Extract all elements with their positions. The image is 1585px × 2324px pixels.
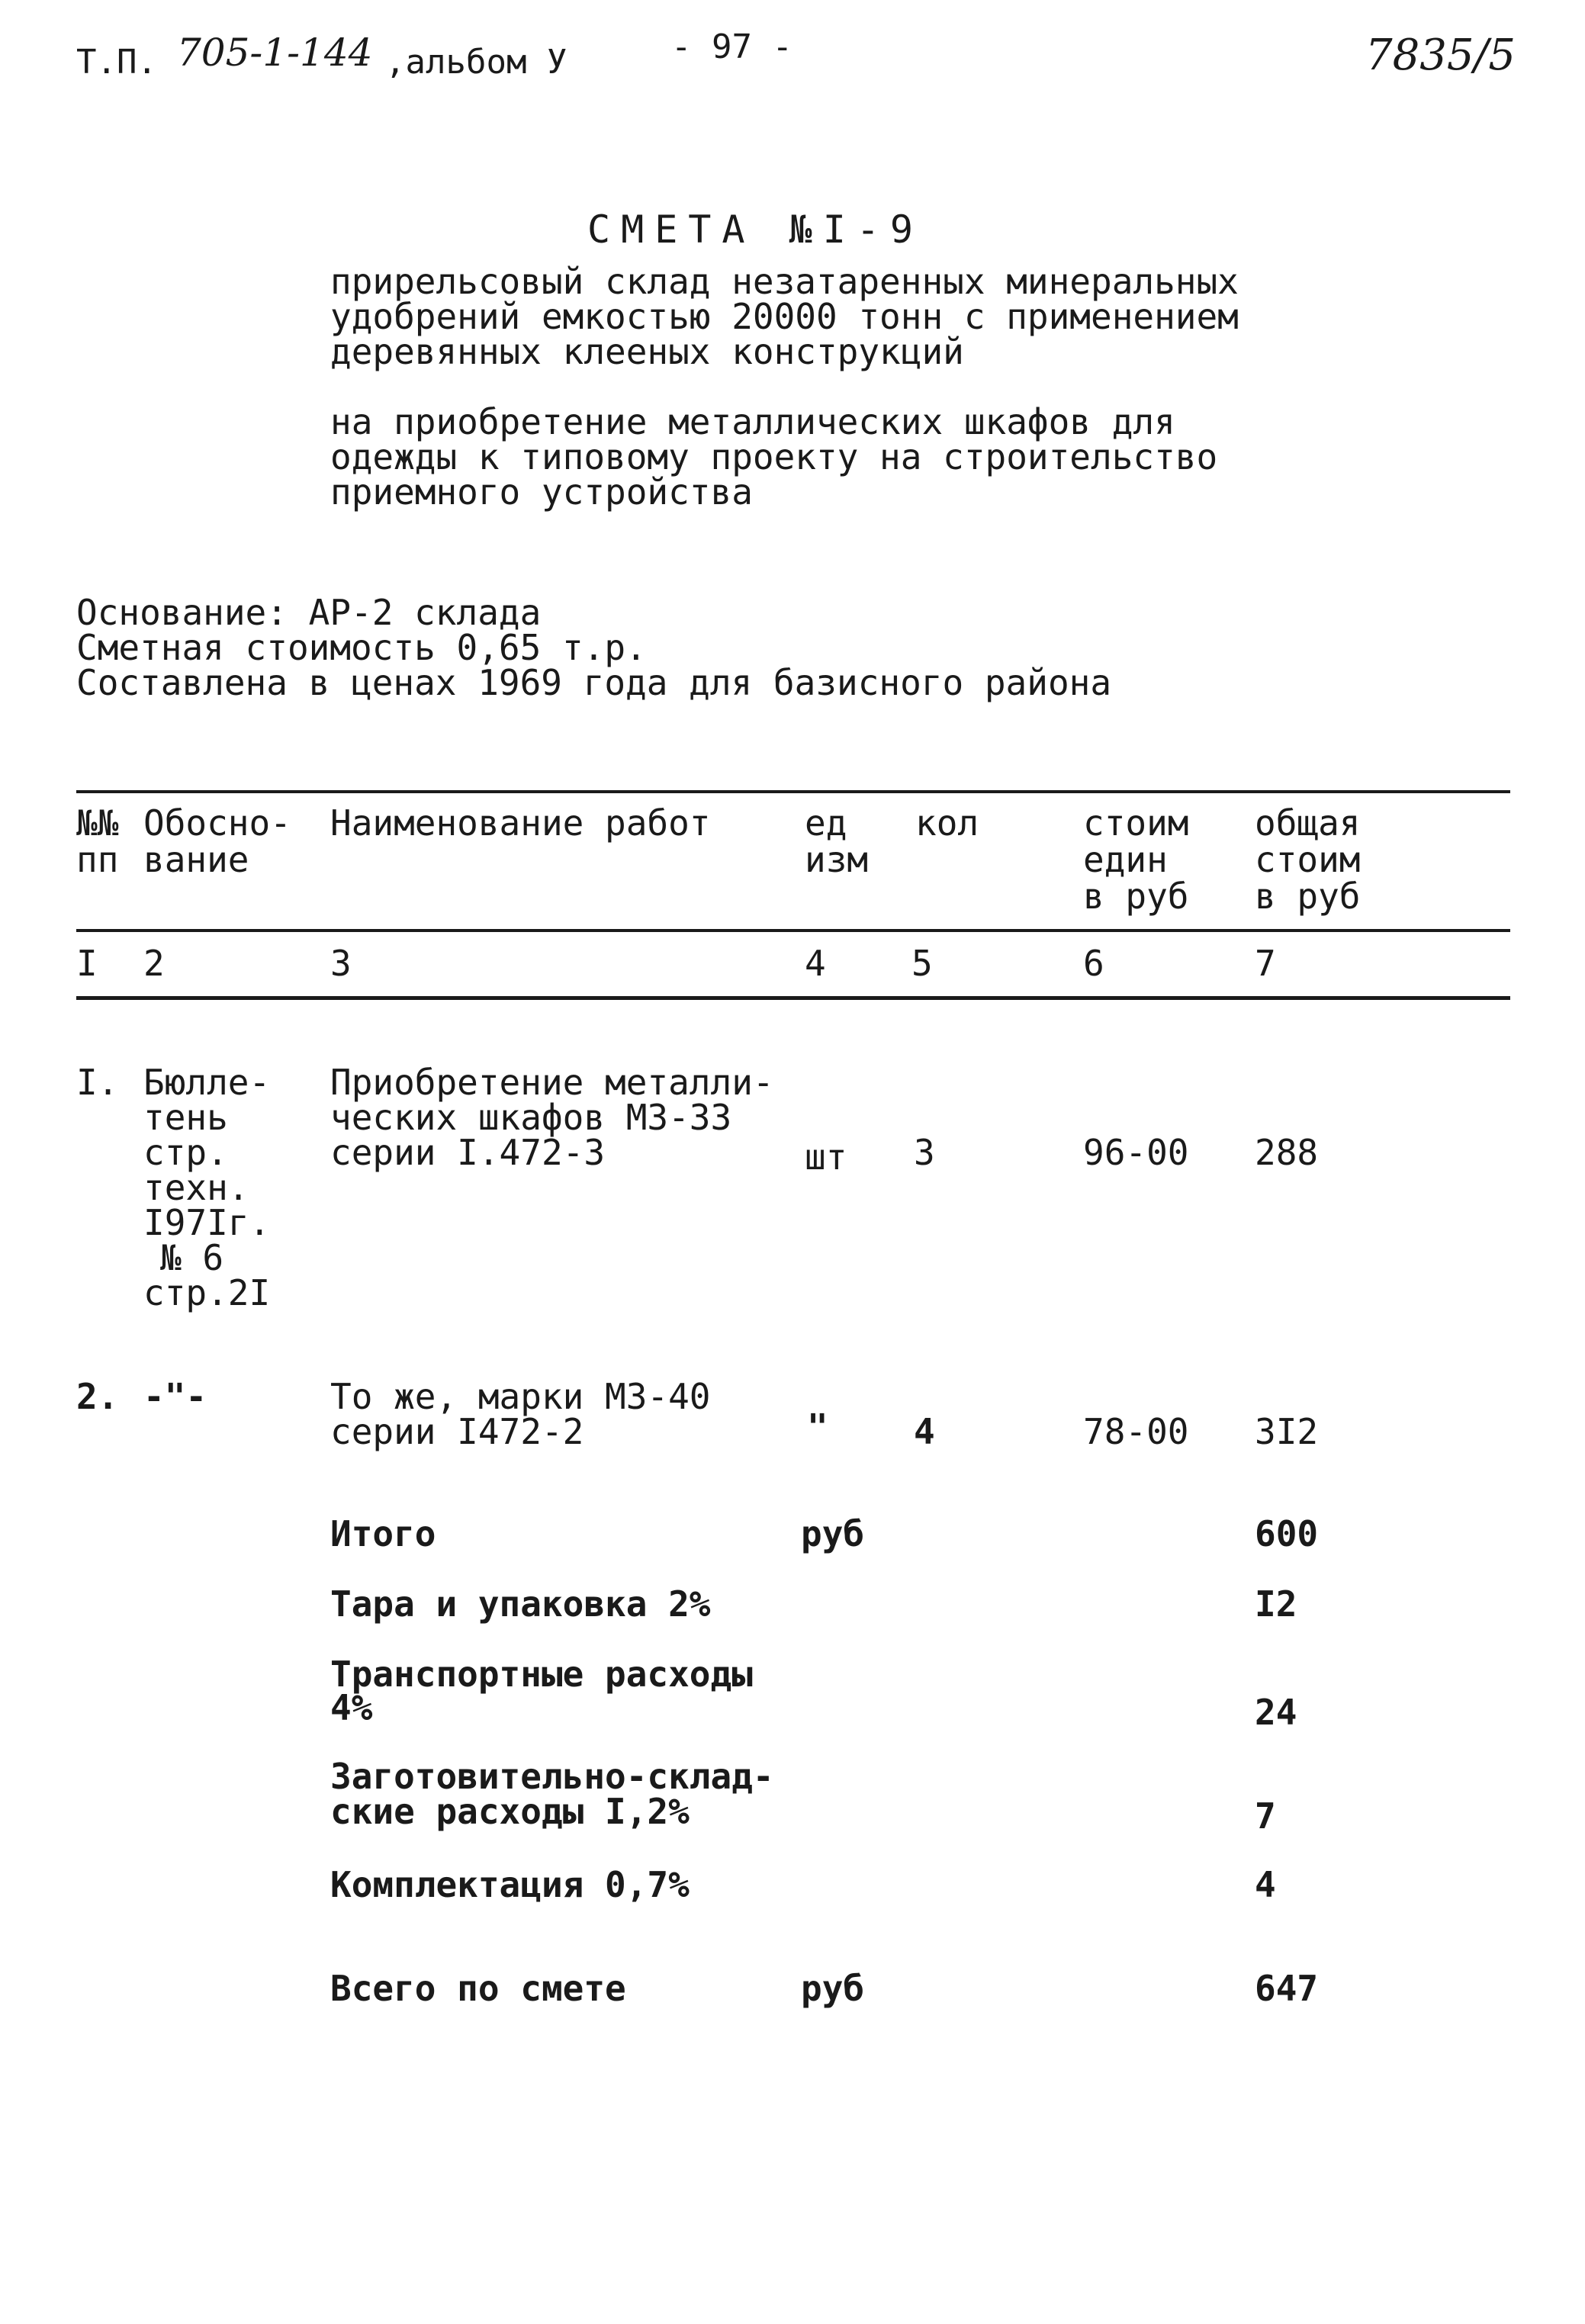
row-number: 2.: [76, 1376, 119, 1417]
row-number: I.: [76, 1062, 119, 1103]
row-name-line: серии I472-2: [330, 1411, 584, 1452]
header-total-cost-3: в руб: [1255, 876, 1361, 917]
row-unit-cost: 78-00: [1083, 1411, 1189, 1452]
header-num-2: пп: [76, 839, 119, 880]
row-name-line: серии I.472-3: [330, 1132, 606, 1173]
summary-value: 7: [1255, 1795, 1276, 1837]
basis-line-3: Составлена в ценах 1969 года для базисного района: [76, 662, 1112, 703]
summary-label: Транспортные расходы: [330, 1654, 753, 1695]
purpose-line-3: приемного устройства: [330, 471, 753, 513]
column-number-3: 3: [330, 943, 352, 984]
row-name-line: ческих шкафов МЗ-33: [330, 1097, 732, 1138]
object-description-line-2: удобрений емкостью 20000 тонн с применением: [330, 296, 1239, 337]
header-unit-2: изм: [805, 839, 869, 880]
column-number-6: 6: [1083, 943, 1104, 984]
summary-value: 24: [1255, 1692, 1297, 1733]
basis-line-2: Сметная стоимость 0,65 т.р.: [76, 627, 647, 668]
summary-label: Итого: [330, 1513, 436, 1554]
column-number-1: I: [76, 943, 98, 984]
row-basis-line: стр.: [143, 1132, 228, 1173]
header-basis-1: Обосно-: [143, 802, 291, 844]
summary-label: Заготовительно-склад-: [330, 1756, 774, 1797]
page-title: СМЕТА №I-9: [587, 207, 924, 252]
header-name: Наименование работ: [330, 802, 711, 844]
row-basis-line: стр.2I: [143, 1272, 271, 1313]
header-unit-cost-1: стоим: [1083, 802, 1189, 844]
summary-unit: руб: [801, 1968, 865, 2009]
album-label: ,альбом У: [385, 43, 567, 82]
header-unit-cost-3: в руб: [1083, 876, 1189, 917]
row-basis-line: тень: [143, 1097, 228, 1138]
row-basis-line: -"-: [143, 1376, 207, 1417]
object-description-line-3: деревянных клееных конструкций: [330, 331, 964, 372]
header-total-cost-2: стоим: [1255, 839, 1361, 880]
tp-handwritten-number: 705-1-144: [177, 31, 373, 75]
summary-unit: руб: [801, 1513, 865, 1554]
header-basis-2: вание: [143, 839, 249, 880]
summary-value: 647: [1255, 1968, 1319, 2009]
table-header-rule: [76, 929, 1510, 932]
column-number-5: 5: [911, 943, 933, 984]
table-numbers-rule: [76, 996, 1510, 1000]
header-num-1: №№: [76, 802, 119, 844]
purpose-line-2: одежды к типовому проекту на строительство: [330, 436, 1218, 477]
row-basis-line: техн.: [143, 1167, 249, 1208]
page-number: - 97 -: [671, 27, 792, 66]
row-total-cost: 288: [1255, 1132, 1319, 1173]
row-unit-cost: 96-00: [1083, 1132, 1189, 1173]
basis-line-1: Основание: АР-2 склада: [76, 592, 542, 633]
purpose-line-1: на приобретение металлических шкафов для: [330, 401, 1175, 442]
table-top-rule: [76, 790, 1510, 793]
summary-label: 4%: [330, 1687, 373, 1728]
tp-prefix: Т.П.: [76, 43, 157, 82]
row-qty: 3: [914, 1132, 935, 1173]
summary-value: 600: [1255, 1513, 1319, 1554]
summary-value: I2: [1255, 1583, 1297, 1625]
row-basis-line: I97Iг.: [143, 1202, 271, 1243]
row-basis-line: № 6: [160, 1237, 224, 1278]
header-total-cost-1: общая: [1255, 802, 1361, 844]
column-number-2: 2: [143, 943, 165, 984]
row-name-line: Приобретение металли-: [330, 1062, 774, 1103]
header-unit-cost-2: един: [1083, 839, 1168, 880]
summary-label: ские расходы I,2%: [330, 1791, 690, 1832]
row-basis-line: Бюлле-: [143, 1062, 271, 1103]
header-unit-1: ед: [805, 802, 847, 844]
summary-value: 4: [1255, 1864, 1276, 1905]
row-qty: 4: [914, 1411, 935, 1452]
object-description-line-1: прирельсовый склад незатаренных минеральных: [330, 261, 1239, 302]
row-unit: ": [807, 1406, 828, 1448]
summary-label: Комплектация 0,7%: [330, 1864, 690, 1905]
column-number-4: 4: [805, 943, 826, 984]
column-number-7: 7: [1255, 943, 1276, 984]
document-number: 7835/5: [1365, 31, 1516, 80]
row-unit: шт: [805, 1136, 847, 1178]
summary-label: Всего по смете: [330, 1968, 626, 2009]
row-name-line: То же, марки МЗ-40: [330, 1376, 711, 1417]
row-total-cost: 3I2: [1255, 1411, 1319, 1452]
header-qty: кол: [915, 802, 979, 844]
summary-label: Тара и упаковка 2%: [330, 1583, 711, 1625]
